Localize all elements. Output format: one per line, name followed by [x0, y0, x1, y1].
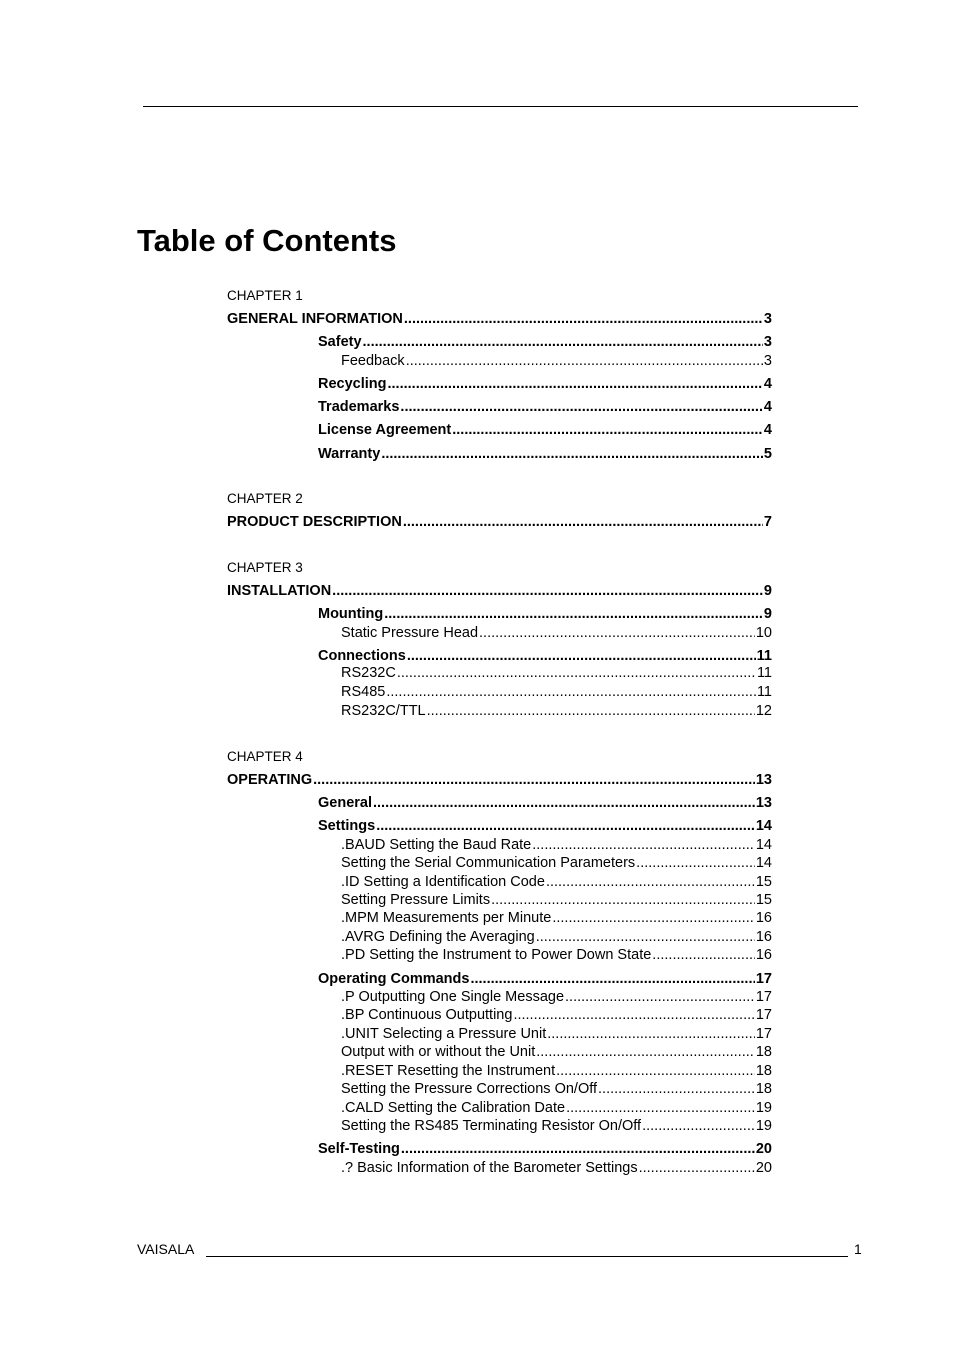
dot-leader: [636, 854, 755, 872]
toc-chapter-entry[interactable]: [227, 310, 772, 328]
toc-subsection-entry[interactable]: [341, 1025, 772, 1043]
toc-subsection-entry-title: Output with or without the Unit: [341, 1044, 536, 1060]
toc-subsection-entry-page: 19: [755, 1100, 772, 1116]
toc-subsection-entry-title: .AVRG Defining the Averaging: [341, 929, 535, 945]
chapter-label: CHAPTER 1: [227, 288, 303, 303]
toc-subsection-entry-page: 17: [755, 1026, 772, 1042]
toc-section-entry-title: Settings: [318, 818, 376, 834]
toc-subsection-entry-title: Setting the RS485 Terminating Resistor On/Off: [341, 1118, 642, 1134]
toc-section-entry[interactable]: [318, 647, 772, 665]
dot-leader: [565, 988, 755, 1006]
toc-subsection-entry-title: .ID Setting a Identification Code: [341, 874, 545, 890]
toc-subsection-entry-page: 11: [756, 684, 772, 700]
toc-chapter-entry-page: 9: [763, 583, 772, 599]
dot-leader: [397, 664, 756, 682]
toc-subsection-entry-page: 3: [763, 353, 772, 369]
toc-subsection-entry-title: Static Pressure Head: [341, 625, 479, 641]
toc-section-entry-page: 9: [763, 606, 772, 622]
toc-section-entry[interactable]: [318, 970, 772, 988]
dot-leader: [479, 624, 755, 642]
toc-section-entry-title: Mounting: [318, 606, 384, 622]
toc-chapter-entry[interactable]: [227, 513, 772, 531]
toc-subsection-entry-page: 18: [755, 1063, 772, 1079]
toc-subsection-entry-page: 17: [755, 1007, 772, 1023]
toc-subsection-entry[interactable]: [341, 1117, 772, 1135]
dot-leader: [403, 513, 763, 531]
toc-section-entry-title: Warranty: [318, 446, 381, 462]
toc-subsection-entry-page: 19: [755, 1118, 772, 1134]
toc-subsection-entry-page: 18: [755, 1044, 772, 1060]
toc-chapter-entry-title: INSTALLATION: [227, 583, 332, 599]
toc-section-entry[interactable]: [318, 398, 772, 416]
toc-subsection-entry-page: 18: [755, 1081, 772, 1097]
dot-leader: [427, 702, 755, 720]
toc-section-entry-page: 3: [763, 334, 772, 350]
toc-subsection-entry[interactable]: [341, 909, 772, 927]
toc-section-entry-title: Trademarks: [318, 399, 400, 415]
toc-subsection-entry[interactable]: [341, 702, 772, 720]
toc-section-entry[interactable]: [318, 445, 772, 463]
toc-chapter-entry[interactable]: [227, 771, 772, 789]
toc-subsection-entry-page: 15: [755, 892, 772, 908]
toc-section-entry-title: General: [318, 795, 372, 811]
toc-subsection-entry-page: 16: [755, 910, 772, 926]
toc-subsection-entry-title: .BP Continuous Outputting: [341, 1007, 513, 1023]
toc-subsection-entry[interactable]: [341, 891, 772, 909]
toc-section-entry-page: 14: [755, 818, 772, 834]
dot-leader: [566, 1099, 755, 1117]
toc-subsection-entry-title: Feedback: [341, 353, 405, 369]
toc-subsection-entry[interactable]: [341, 1080, 772, 1098]
dot-leader: [388, 375, 763, 393]
toc-subsection-entry[interactable]: [341, 1062, 772, 1080]
dot-leader: [384, 605, 763, 623]
toc-chapter-entry-title: GENERAL INFORMATION: [227, 311, 403, 327]
toc-section-entry-title: Connections: [318, 648, 406, 664]
dot-leader: [400, 398, 763, 416]
dot-leader: [556, 1062, 755, 1080]
dot-leader: [373, 794, 755, 812]
toc-subsection-entry-title: Setting Pressure Limits: [341, 892, 491, 908]
toc-subsection-entry-page: 14: [755, 855, 772, 871]
toc-section-entry[interactable]: [318, 421, 772, 439]
toc-subsection-entry-title: .MPM Measurements per Minute: [341, 910, 552, 926]
dot-leader: [536, 1043, 755, 1061]
toc-subsection-entry-page: 10: [755, 625, 772, 641]
dot-leader: [491, 891, 755, 909]
toc-subsection-entry[interactable]: [341, 624, 772, 642]
toc-subsection-entry-page: 20: [755, 1160, 772, 1176]
toc-section-entry-title: Safety: [318, 334, 362, 350]
dot-leader: [386, 683, 756, 701]
toc-section-entry-page: 4: [763, 422, 772, 438]
toc-section-entry-page: 20: [755, 1141, 772, 1157]
toc-subsection-entry-page: 16: [755, 929, 772, 945]
toc-subsection-entry[interactable]: [341, 1043, 772, 1061]
dot-leader: [652, 946, 755, 964]
toc-subsection-entry[interactable]: [341, 873, 772, 891]
dot-leader: [546, 873, 755, 891]
toc-subsection-entry-title: Setting the Serial Communication Parameters: [341, 855, 636, 871]
dot-leader: [401, 1140, 755, 1158]
toc-subsection-entry-page: 11: [756, 665, 772, 681]
toc-subsection-entry[interactable]: [341, 683, 772, 701]
toc-subsection-entry-title: RS232C/TTL: [341, 703, 426, 719]
toc-subsection-entry[interactable]: [341, 836, 772, 854]
toc-subsection-entry[interactable]: [341, 664, 772, 682]
toc-section-entry-title: License Agreement: [318, 422, 452, 438]
toc-subsection-entry-title: .RESET Resetting the Instrument: [341, 1063, 556, 1079]
toc-subsection-entry-page: 15: [755, 874, 772, 890]
toc-chapter-entry-page: 13: [755, 772, 772, 788]
toc-subsection-entry[interactable]: [341, 988, 772, 1006]
toc-section-entry-page: 11: [756, 648, 772, 664]
toc-subsection-entry-title: RS232C: [341, 665, 396, 681]
dot-leader: [363, 333, 763, 351]
toc-section-entry-page: 13: [755, 795, 772, 811]
dot-leader: [513, 1006, 754, 1024]
toc-section-entry[interactable]: [318, 375, 772, 393]
toc-chapter-entry-title: PRODUCT DESCRIPTION: [227, 514, 402, 530]
dot-leader: [407, 647, 756, 665]
toc-section-entry[interactable]: [318, 794, 772, 812]
toc-subsection-entry-page: 17: [755, 989, 772, 1005]
chapter-label: CHAPTER 3: [227, 560, 303, 575]
toc-section-entry[interactable]: [318, 333, 772, 351]
dot-leader: [642, 1117, 755, 1135]
toc-section-entry-page: 4: [763, 399, 772, 415]
dot-leader: [470, 970, 754, 988]
toc-section-entry-title: Operating Commands: [318, 971, 470, 987]
dot-leader: [552, 909, 755, 927]
toc-subsection-entry[interactable]: [341, 928, 772, 946]
dot-leader: [313, 771, 755, 789]
toc-chapter-entry[interactable]: [227, 582, 772, 600]
toc-subsection-entry-title: .? Basic Information of the Barometer Settings: [341, 1160, 638, 1176]
chapter-label: CHAPTER 2: [227, 491, 303, 506]
toc-subsection-entry[interactable]: [341, 854, 772, 872]
dot-leader: [452, 421, 763, 439]
footer-rule: [206, 1256, 848, 1257]
toc-section-entry[interactable]: [318, 1140, 772, 1158]
toc-section-entry-title: Self-Testing: [318, 1141, 400, 1157]
toc-chapter-entry-page: 3: [763, 311, 772, 327]
toc-subsection-entry-page: 12: [755, 703, 772, 719]
toc-subsection-entry[interactable]: [341, 946, 772, 964]
toc-section-entry-page: 5: [763, 446, 772, 462]
toc-subsection-entry-title: .P Outputting One Single Message: [341, 989, 565, 1005]
toc-subsection-entry-page: 16: [755, 947, 772, 963]
toc-chapter-entry-title: OPERATING: [227, 772, 313, 788]
toc-section-entry[interactable]: [318, 817, 772, 835]
toc-subsection-entry[interactable]: [341, 352, 772, 370]
toc-subsection-entry-title: RS485: [341, 684, 386, 700]
dot-leader: [404, 310, 763, 328]
dot-leader: [532, 836, 755, 854]
footer-page-number: 1: [854, 1241, 862, 1257]
toc-section-entry-title: Recycling: [318, 376, 387, 392]
dot-leader: [639, 1159, 755, 1177]
chapter-label: CHAPTER 4: [227, 749, 303, 764]
toc-section-entry[interactable]: [318, 605, 772, 623]
header-rule: [143, 106, 858, 107]
footer-brand: VAISALA: [137, 1241, 195, 1257]
toc-section-entry-page: 4: [763, 376, 772, 392]
toc-section-entry-page: 17: [755, 971, 772, 987]
toc-subsection-entry[interactable]: [341, 1099, 772, 1117]
dot-leader: [332, 582, 763, 600]
dot-leader: [376, 817, 755, 835]
toc-subsection-entry-title: .UNIT Selecting a Pressure Unit: [341, 1026, 547, 1042]
toc-subsection-entry-title: .CALD Setting the Calibration Date: [341, 1100, 566, 1116]
dot-leader: [547, 1025, 755, 1043]
dot-leader: [381, 445, 763, 463]
page-title: Table of Contents: [137, 223, 397, 258]
dot-leader: [406, 352, 763, 370]
dot-leader: [598, 1080, 755, 1098]
toc-chapter-entry-page: 7: [763, 514, 772, 530]
toc-subsection-entry[interactable]: [341, 1006, 772, 1024]
toc-subsection-entry-title: .PD Setting the Instrument to Power Down State: [341, 947, 652, 963]
toc-subsection-entry-title: .BAUD Setting the Baud Rate: [341, 837, 532, 853]
toc-subsection-entry[interactable]: [341, 1159, 772, 1177]
toc-subsection-entry-page: 14: [755, 837, 772, 853]
dot-leader: [536, 928, 755, 946]
toc-subsection-entry-title: Setting the Pressure Corrections On/Off: [341, 1081, 598, 1097]
